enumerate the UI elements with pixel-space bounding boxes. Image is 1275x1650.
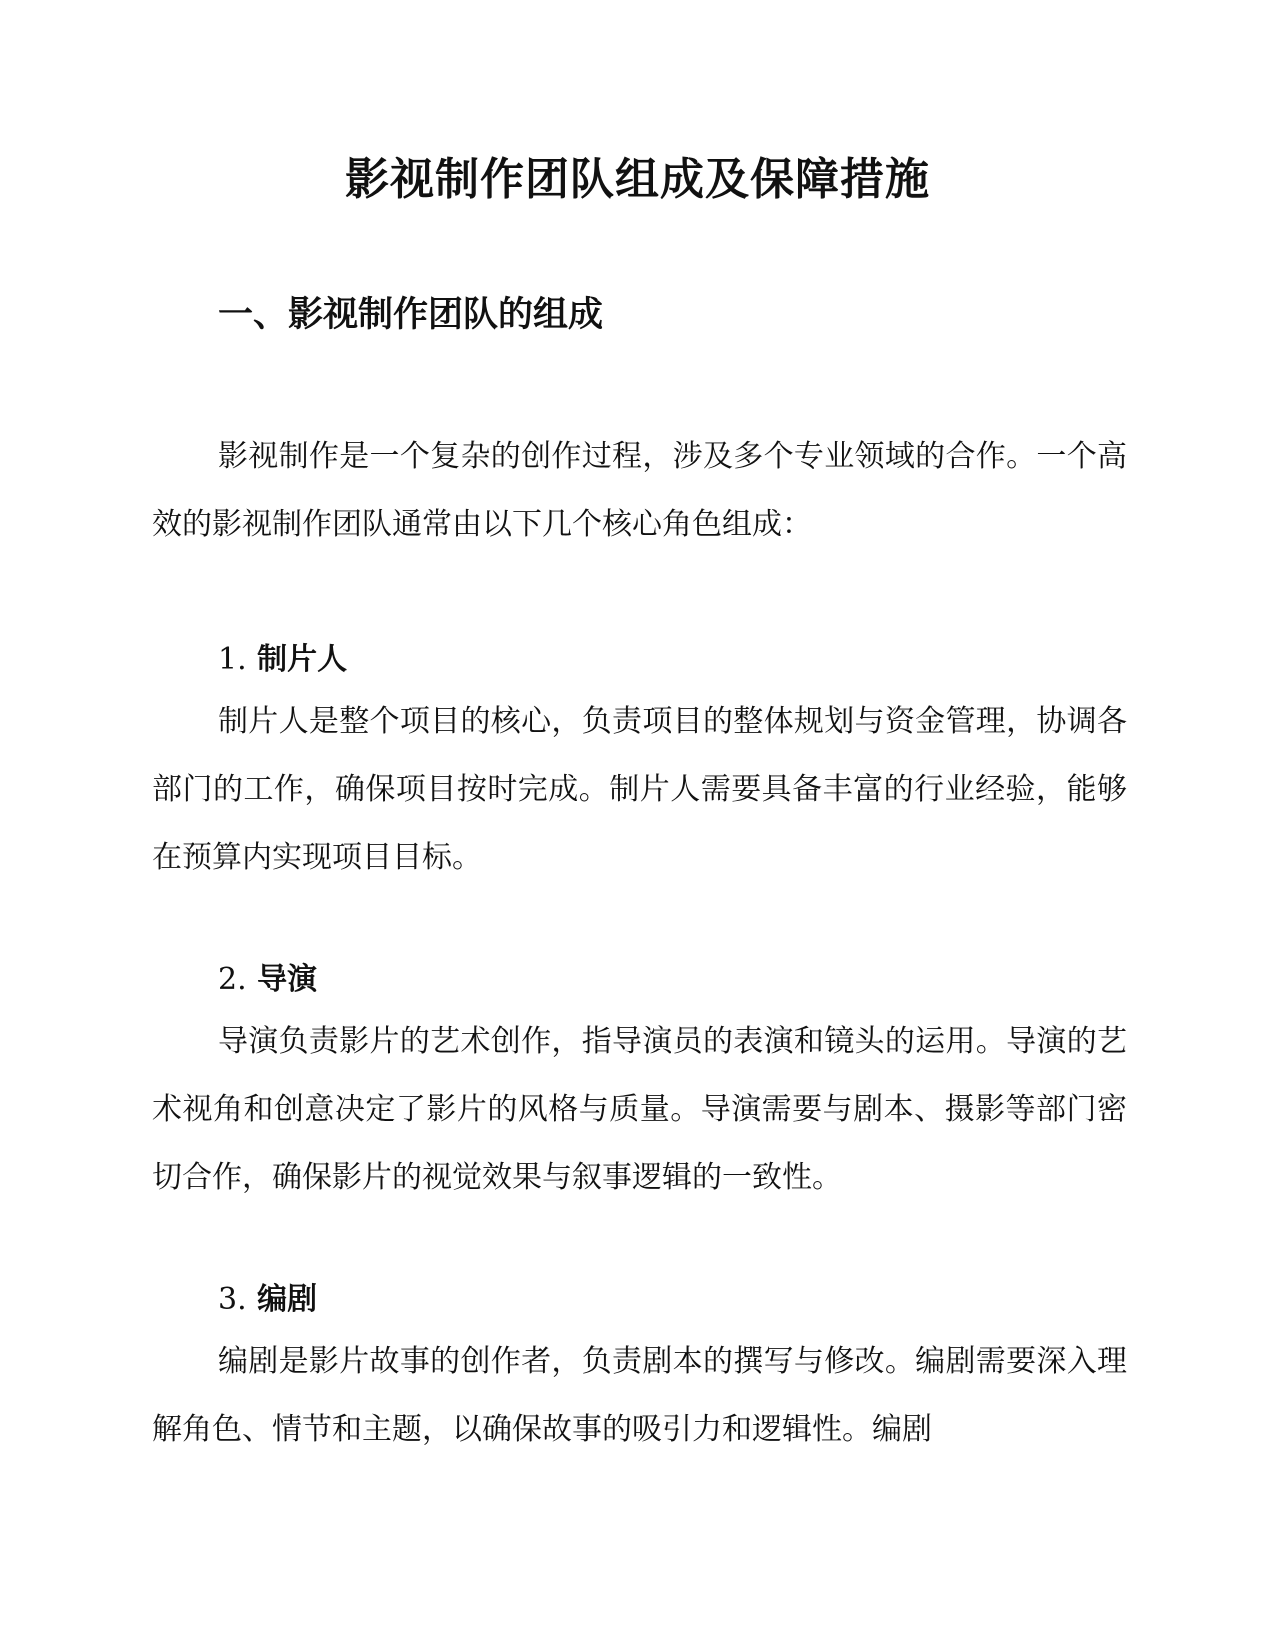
role-heading-director xyxy=(218,955,317,1005)
role-number: 1. xyxy=(218,642,247,677)
document-title: 影视制作团队组成及保障措施 xyxy=(345,154,930,205)
section-heading: 一、影视制作团队的组成 xyxy=(218,295,604,335)
role-paragraph-director: 导演负责影片的艺术创作，指导演员的表演和镜头的运用。导演的艺术视角和创意决定了影片的风格与质量。导演需要与剧本、摄影等部门密切合作，确保影片的视觉效果与叙事逻辑的一致性。 xyxy=(152,1024,1127,1195)
role-heading-screenwriter xyxy=(218,1275,317,1325)
intro-paragraph: 影视制作是一个复杂的创作过程，涉及多个专业领域的合作。一个高效的影视制作团队通常由以下几个核心角色组成： xyxy=(152,439,1127,542)
role-number: 3. xyxy=(218,1282,247,1317)
role-name: 编剧 xyxy=(257,1282,318,1317)
role-paragraph-producer: 制片人是整个项目的核心，负责项目的整体规划与资金管理，协调各部门的工作，确保项目按时完成。制片人需要具备丰富的行业经验，能够在预算内实现项目目标。 xyxy=(152,704,1127,875)
role-name: 导演 xyxy=(257,962,318,997)
role-paragraph-screenwriter: 编剧是影片故事的创作者，负责剧本的撰写与修改。编剧需要深入理解角色、情节和主题，以确保故事的吸引力和逻辑性。编剧 xyxy=(152,1344,1127,1447)
role-number: 2. xyxy=(218,962,247,997)
role-name: 制片人 xyxy=(257,642,348,677)
role-heading-producer xyxy=(218,635,347,685)
